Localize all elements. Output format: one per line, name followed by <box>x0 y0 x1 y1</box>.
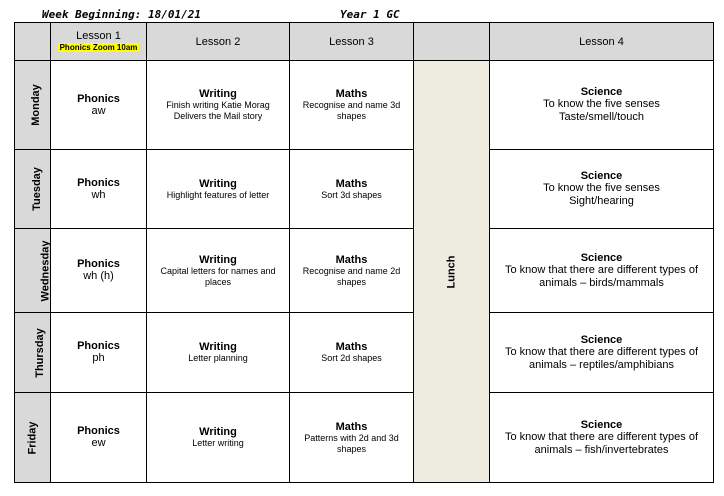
lesson1-subject: Phonics <box>77 258 120 270</box>
lesson3-detail: Recognise and name 2d shapes <box>302 265 401 287</box>
header-row <box>15 23 714 61</box>
phonics-zoom-note: Phonics Zoom 10am <box>59 43 138 52</box>
lesson4-detail-2: Taste/smell/touch <box>559 111 644 123</box>
lesson4-header <box>490 23 714 61</box>
week-beginning-label: Week Beginning: 18/01/21 <box>42 8 201 21</box>
day-cell <box>15 393 51 483</box>
lesson3-cell <box>290 313 414 393</box>
lesson2-detail: Letter writing <box>192 438 244 448</box>
day-row-friday <box>15 393 714 483</box>
day-cell <box>15 61 51 150</box>
lesson2-header-label: Lesson 2 <box>195 35 241 48</box>
lesson3-detail: Sort 3d shapes <box>321 189 382 200</box>
day-label: Monday <box>29 84 42 126</box>
lesson2-detail: Capital letters for names and places <box>160 265 276 287</box>
lesson3-subject: Maths <box>335 88 368 100</box>
lesson2-cell <box>147 313 290 393</box>
lesson4-detail-2: Sight/hearing <box>569 195 634 207</box>
lesson4-detail: To know the five senses <box>543 98 660 110</box>
lesson1-subject: Phonics <box>77 92 120 105</box>
lesson1-cell <box>51 393 147 483</box>
lesson3-detail: Sort 2d shapes <box>321 353 382 363</box>
day-label: Tuesday <box>30 167 43 211</box>
lesson2-detail: Highlight features of letter <box>166 189 270 200</box>
lesson1-detail: aw <box>91 104 106 117</box>
lesson1-subject: Phonics <box>77 340 120 352</box>
lesson4-subject: Science <box>580 251 623 264</box>
lesson4-subject: Science <box>580 418 623 431</box>
timetable <box>14 22 714 483</box>
day-row-monday <box>15 61 714 150</box>
lesson1-cell <box>51 61 147 150</box>
lesson2-subject: Writing <box>199 426 237 438</box>
lunch-cell <box>414 61 490 483</box>
corner-cell <box>15 23 51 61</box>
lesson4-cell <box>490 150 714 229</box>
lesson3-cell <box>290 229 414 313</box>
lesson2-subject: Writing <box>199 88 237 100</box>
day-cell <box>15 229 51 313</box>
day-cell <box>15 150 51 229</box>
lesson1-header <box>51 23 147 61</box>
lesson2-subject: Writing <box>199 177 237 190</box>
lesson1-detail: wh (h) <box>83 270 114 282</box>
lesson4-subject: Science <box>580 86 623 98</box>
lesson4-detail: To know that there are different types of animals – fish/invertebrates <box>504 430 699 456</box>
day-row-tuesday <box>15 150 714 229</box>
lesson1-subject: Phonics <box>77 425 120 437</box>
lesson1-detail: wh <box>91 188 106 201</box>
lunch-label: Lunch <box>445 255 458 288</box>
lesson1-cell <box>51 313 147 393</box>
lesson1-header-label: Lesson 1 <box>76 30 121 42</box>
lesson1-cell <box>51 229 147 313</box>
lesson4-detail: To know that there are different types of animals – birds/mammals <box>504 263 699 289</box>
lesson3-header <box>290 23 414 61</box>
lesson2-subject: Writing <box>199 341 237 353</box>
day-cell <box>15 313 51 393</box>
lesson3-cell <box>290 150 414 229</box>
lesson4-detail: To know the five senses <box>543 182 660 194</box>
lesson4-subject: Science <box>580 333 623 346</box>
lesson1-detail: ew <box>91 437 106 449</box>
lesson4-cell <box>490 313 714 393</box>
lesson4-cell <box>490 393 714 483</box>
lesson2-detail: Letter planning <box>188 353 248 363</box>
lesson2-cell <box>147 61 290 150</box>
lesson3-cell <box>290 393 414 483</box>
lesson4-header-label: Lesson 4 <box>579 35 624 48</box>
lesson3-subject: Maths <box>335 420 368 433</box>
lesson2-cell <box>147 229 290 313</box>
lesson2-cell <box>147 393 290 483</box>
lesson2-detail: Finish writing Katie Morag Delivers the Mail story <box>166 100 270 121</box>
lesson3-detail: Recognise and name 3d shapes <box>302 100 401 121</box>
lesson4-cell <box>490 229 714 313</box>
day-label: Thursday <box>33 327 46 378</box>
lesson2-header <box>147 23 290 61</box>
class-name-label: Year 1 GC <box>340 8 400 21</box>
day-label: Friday <box>26 420 39 455</box>
lesson3-subject: Maths <box>335 177 368 190</box>
lesson3-detail: Patterns with 2d and 3d shapes <box>304 432 399 454</box>
lesson1-detail: ph <box>92 352 105 364</box>
lesson3-subject: Maths <box>335 341 368 353</box>
day-row-wednesday <box>15 229 714 313</box>
lesson3-subject: Maths <box>335 253 368 266</box>
lesson2-cell <box>147 150 290 229</box>
day-row-thursday <box>15 313 714 393</box>
lesson4-subject: Science <box>580 170 623 182</box>
lesson4-detail: To know that there are different types of animals – reptiles/amphibians <box>504 345 699 371</box>
lesson3-cell <box>290 61 414 150</box>
lesson4-cell <box>490 61 714 150</box>
lesson2-subject: Writing <box>199 253 237 266</box>
lesson3-header-label: Lesson 3 <box>329 35 374 48</box>
lesson1-subject: Phonics <box>77 176 120 189</box>
lesson1-cell <box>51 150 147 229</box>
day-label: Wednesday <box>39 240 52 301</box>
lunch-header <box>414 23 490 61</box>
